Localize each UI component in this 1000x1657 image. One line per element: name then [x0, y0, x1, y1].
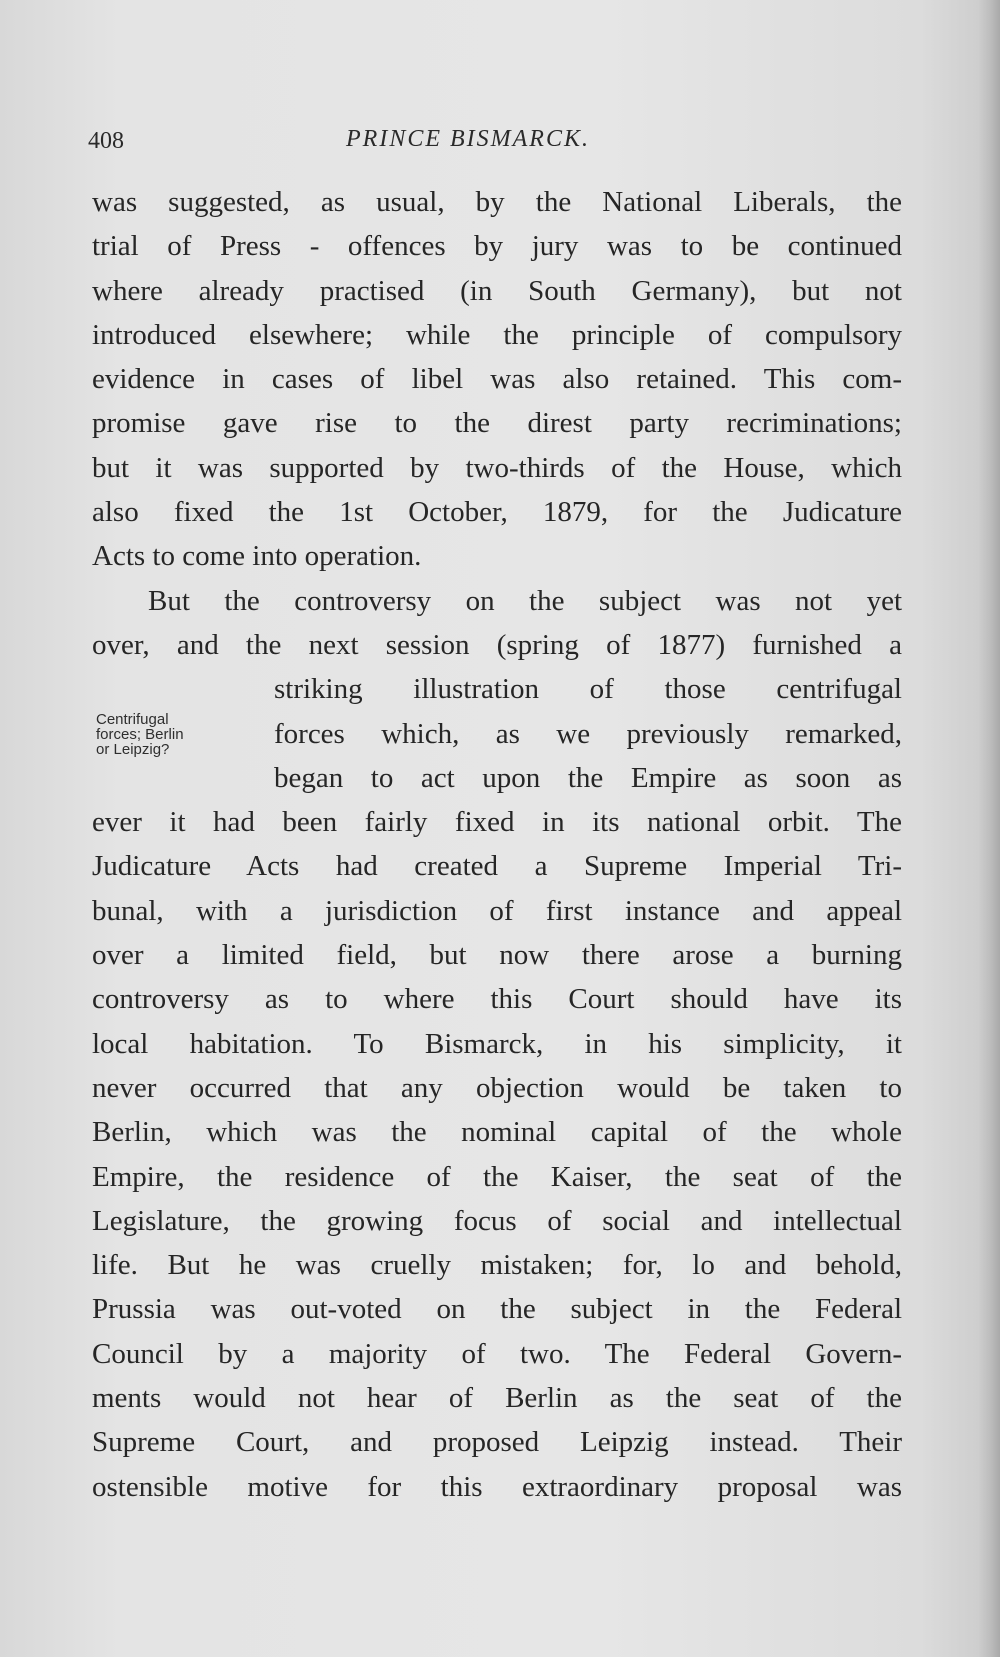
body-text: [92, 180, 902, 1509]
text-line: promise gave rise to the direst party recriminations;: [92, 407, 902, 440]
text-line: Legislature, the growing focus of social and intellectual: [92, 1204, 902, 1237]
text-line: was suggested, as usual, by the National Liberals, the: [92, 186, 902, 218]
sidenote-line: forces; Berlin: [96, 726, 184, 743]
text-line: ever it had been fairly fixed in its national orbit. The: [92, 806, 902, 839]
text-line: also fixed the 1st October, 1879, for the Judicature: [92, 496, 902, 529]
text-line: introduced elsewhere; while the principle of compulsory: [92, 318, 902, 351]
sidenote-line: or Leipzig?: [96, 741, 170, 758]
text-line: controversy as to where this Court should have its: [92, 983, 902, 1016]
text-line: began to act upon the Empire as soon as: [274, 761, 902, 794]
text-line: Acts to come into operation.: [92, 540, 422, 573]
running-head: PRINCE BISMARCK.: [346, 126, 590, 152]
page-header: [88, 128, 868, 168]
text-line: But the controversy on the subject was not yet: [148, 584, 902, 617]
text-line: over a limited field, but now there arose a burning: [92, 939, 902, 972]
text-line: forces which, as we previously remarked,: [274, 717, 902, 750]
text-line: Council by a majority of two. The Federal Govern-: [92, 1337, 902, 1370]
text-line: Supreme Court, and proposed Leipzig instead. Their: [92, 1426, 902, 1459]
text-line: life. But he was cruelly mistaken; for, lo and behold,: [92, 1249, 902, 1282]
text-line: over, and the next session (spring of 1877) furnished a: [92, 628, 902, 661]
sidenote-line: Centrifugal: [96, 711, 169, 728]
text-line: but it was supported by two-thirds of the House, which: [92, 451, 902, 484]
text-line: striking illustration of those centrifugal: [274, 673, 902, 706]
text-line: ostensible motive for this extraordinary proposal was: [92, 1470, 902, 1503]
page-number: 408: [88, 128, 124, 154]
text-line: local habitation. To Bismarck, in his simplicity, it: [92, 1027, 902, 1060]
text-line: never occurred that any objection would be taken to: [92, 1071, 902, 1104]
page-edge-shadow: [978, 0, 1000, 1657]
text-line: evidence in cases of libel was also retained. This com-: [92, 363, 902, 396]
text-line: Berlin, which was the nominal capital of the whole: [92, 1116, 902, 1149]
text-line: trial of Press - offences by jury was to be continued: [92, 230, 902, 263]
text-line: Prussia was out-voted on the subject in the Federal: [92, 1293, 902, 1326]
text-line: bunal, with a jurisdiction of first instance and appeal: [92, 894, 902, 927]
text-line: Empire, the residence of the Kaiser, the seat of the: [92, 1160, 902, 1193]
text-line: where already practised (in South Germany), but not: [92, 274, 902, 307]
text-line: Judicature Acts had created a Supreme Imperial Tri-: [92, 850, 902, 883]
text-line: ments would not hear of Berlin as the seat of the: [92, 1382, 902, 1415]
